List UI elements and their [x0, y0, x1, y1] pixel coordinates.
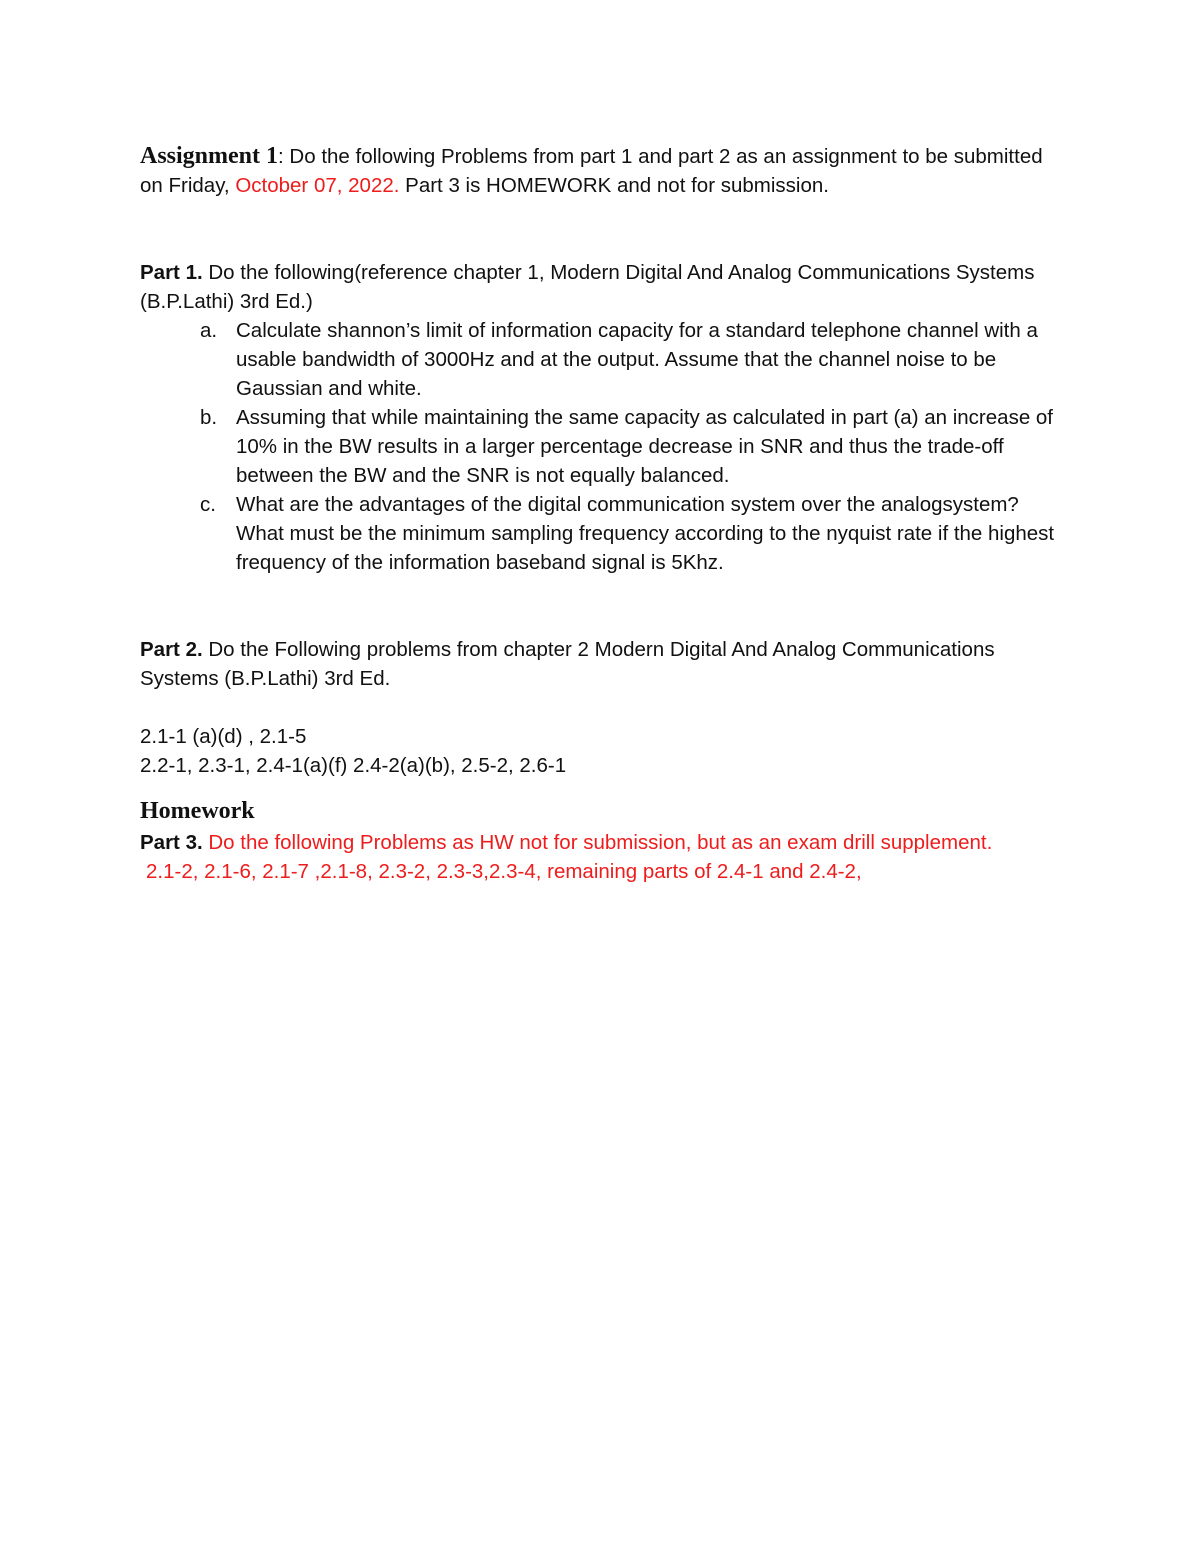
- part1-label: Part 1.: [140, 261, 203, 284]
- assignment-intro-text: Do the following Problems from part 1 and part 2 as an assignment to be submitted on Friday,: [140, 145, 1043, 197]
- due-date: October 07, 2022.: [235, 174, 400, 197]
- list-marker: a.: [200, 319, 218, 342]
- part2-text: Do the Following problems from chapter 2 Modern Digital And Analog Communications Systems (B.P.Lathi) 3rd Ed.: [140, 638, 995, 690]
- list-item: [200, 403, 1070, 490]
- list-item-text: What are the advantages of the digital communication system over the analogsystem? What must be the minimum sampling frequency according to the nyquist rate if the highest frequency of the information baseband signal is 5Khz.: [236, 493, 1055, 574]
- part2-problem-list: [140, 722, 1070, 780]
- problem-line: 2.1-1 (a)(d) , 2.1-5: [140, 725, 307, 748]
- part3-heading: [140, 828, 1070, 857]
- part1-heading: [140, 258, 1070, 316]
- part2-label: Part 2.: [140, 638, 203, 661]
- part3-text: Do the following Problems as HW not for submission, but as an exam drill supplement.: [202, 831, 993, 854]
- list-item-text: Assuming that while maintaining the same capacity as calculated in part (a) an increase of 10% in the BW results in a larger percentage decrease in SNR and thus the trade-off between the BW and the SNR is not equally balanced.: [236, 406, 1054, 487]
- problem-line: 2.2-1, 2.3-1, 2.4-1(a)(f) 2.4-2(a)(b), 2.5-2, 2.6-1: [140, 754, 567, 777]
- part1-text: Do the following(reference chapter 1, Modern Digital And Analog Communications Systems (B.P.Lathi) 3rd Ed.): [140, 261, 1035, 313]
- homework-title: Homework: [140, 798, 255, 824]
- assignment-heading-colon: :: [278, 145, 284, 168]
- list-marker: b.: [200, 406, 218, 429]
- list-marker: c.: [200, 493, 216, 516]
- assignment-heading: Assignment 1: [140, 143, 279, 169]
- list-item-text: Calculate shannon’s limit of information capacity for a standard telephone channel with a usable bandwidth of 3000Hz and at the output. Assume that the channel noise to be Gaussian and white.: [236, 319, 1038, 400]
- document-body: [140, 142, 1070, 886]
- part3-label: Part 3.: [140, 831, 203, 854]
- list-item: [200, 490, 1070, 577]
- part1-question-list: [140, 316, 1070, 577]
- homework-problem-list: 2.1-2, 2.1-6, 2.1-7 ,2.1-8, 2.3-2, 2.3-3,2.3-4, remaining parts of 2.4-1 and 2.4-2,: [146, 860, 862, 883]
- list-item: [200, 316, 1070, 403]
- part2-heading: [140, 635, 1070, 693]
- assignment-intro-text-end: Part 3 is HOMEWORK and not for submission.: [399, 174, 829, 197]
- assignment-intro: [140, 142, 1070, 200]
